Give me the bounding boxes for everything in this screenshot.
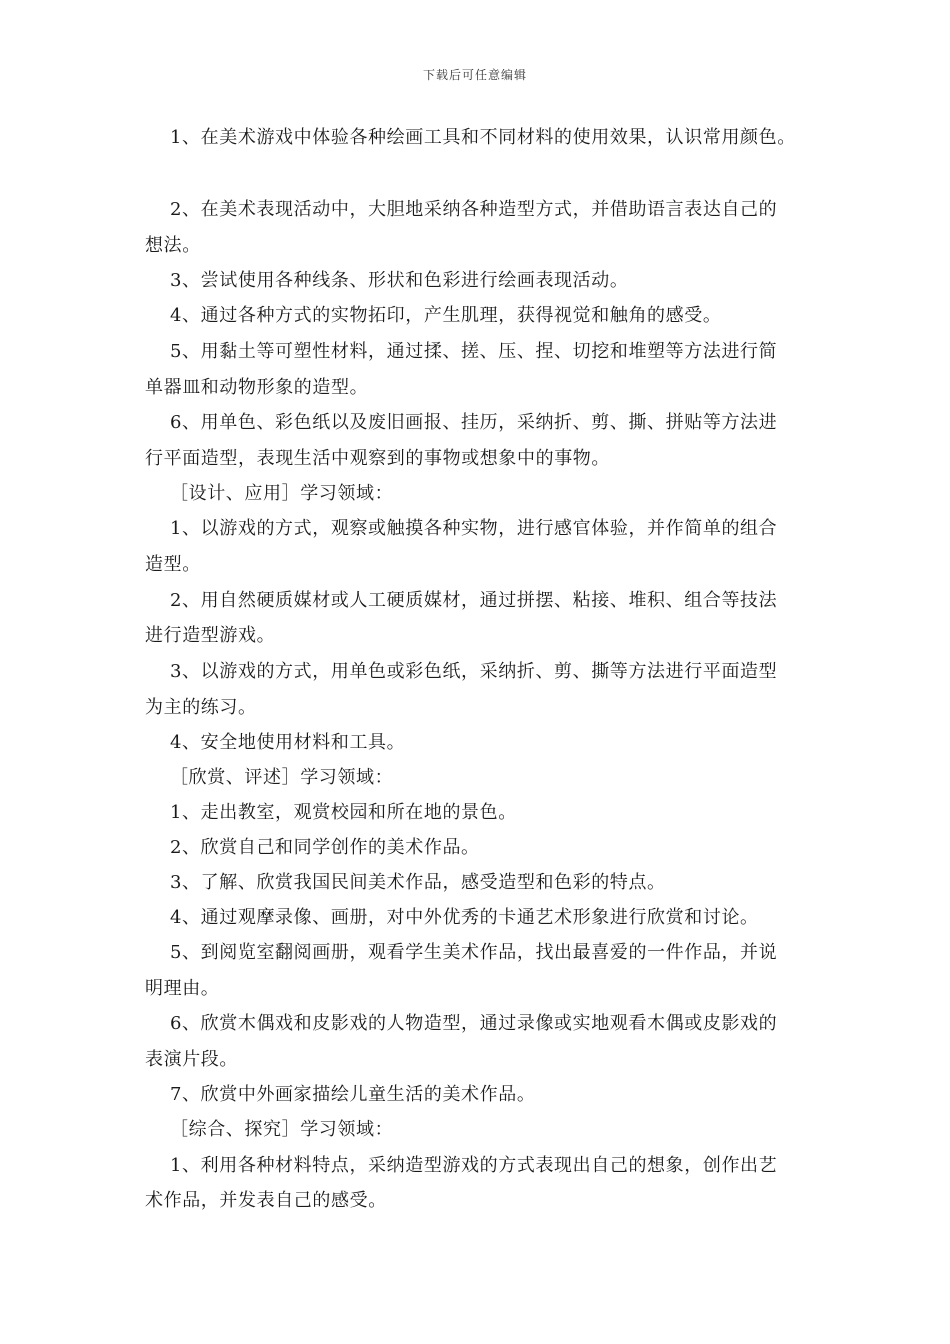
text-line: 7、欣赏中外画家描绘儿童生活的美术作品。: [170, 1084, 536, 1105]
text-line: 4、安全地使用材料和工具。: [170, 732, 406, 753]
text-line: 为主的练习。: [145, 697, 257, 718]
text-line: 术作品，并发表自己的感受。: [145, 1190, 387, 1211]
text-line: 造型。: [145, 554, 201, 575]
text-line: 4、通过各种方式的实物拓印，产生肌理，获得视觉和触角的感受。: [170, 305, 722, 326]
text-line: 表演片段。: [145, 1049, 238, 1070]
text-line: 4、通过观摩录像、画册，对中外优秀的卡通艺术形象进行欣赏和讨论。: [170, 907, 759, 928]
text-line: 5、到阅览室翻阅画册，观看学生美术作品，找出最喜爱的一件作品，并说: [170, 942, 778, 963]
text-line: 2、在美术表现活动中，大胆地采纳各种造型方式，并借助语言表达自己的: [170, 199, 778, 220]
text-line: 1、以游戏的方式，观察或触摸各种实物，进行感官体验，并作简单的组合: [170, 518, 778, 539]
text-line: 进行造型游戏。: [145, 625, 276, 646]
text-line: 1、在美术游戏中体验各种绘画工具和不同材料的使用效果，认识常用颜色。: [170, 127, 796, 148]
section-heading: ［综合、探究］学习领域：: [170, 1119, 394, 1140]
section-heading: ［设计、应用］学习领域：: [170, 483, 394, 504]
text-line: 明理由。: [145, 978, 220, 999]
text-line: 6、用单色、彩色纸以及废旧画报、挂历，采纳折、剪、撕、拼贴等方法进: [170, 412, 778, 433]
text-line: 5、用黏土等可塑性材料，通过揉、搓、压、捏、切挖和堆塑等方法进行简: [170, 341, 778, 362]
text-line: 行平面造型，表现生活中观察到的事物或想象中的事物。: [145, 448, 610, 469]
text-line: 单器皿和动物形象的造型。: [145, 377, 369, 398]
text-line: 6、欣赏木偶戏和皮影戏的人物造型，通过录像或实地观看木偶或皮影戏的: [170, 1013, 778, 1034]
text-line: 想法。: [145, 235, 201, 256]
text-line: 2、欣赏自己和同学创作的美术作品。: [170, 837, 480, 858]
text-line: 3、尝试使用各种线条、形状和色彩进行绘画表现活动。: [170, 270, 629, 291]
page-header: 下载后可任意编辑: [422, 68, 527, 82]
text-line: 1、走出教室，观赏校园和所在地的景色。: [170, 802, 517, 823]
section-heading: ［欣赏、评述］学习领域：: [170, 767, 394, 788]
text-line: 3、了解、欣赏我国民间美术作品，感受造型和色彩的特点。: [170, 872, 666, 893]
text-line: 3、以游戏的方式，用单色或彩色纸，采纳折、剪、撕等方法进行平面造型: [170, 661, 778, 682]
text-line: 2、用自然硬质媒材或人工硬质媒材，通过拼摆、粘接、堆积、组合等技法: [170, 590, 778, 611]
text-line: 1、利用各种材料特点，采纳造型游戏的方式表现出自己的想象，创作出艺: [170, 1155, 778, 1176]
